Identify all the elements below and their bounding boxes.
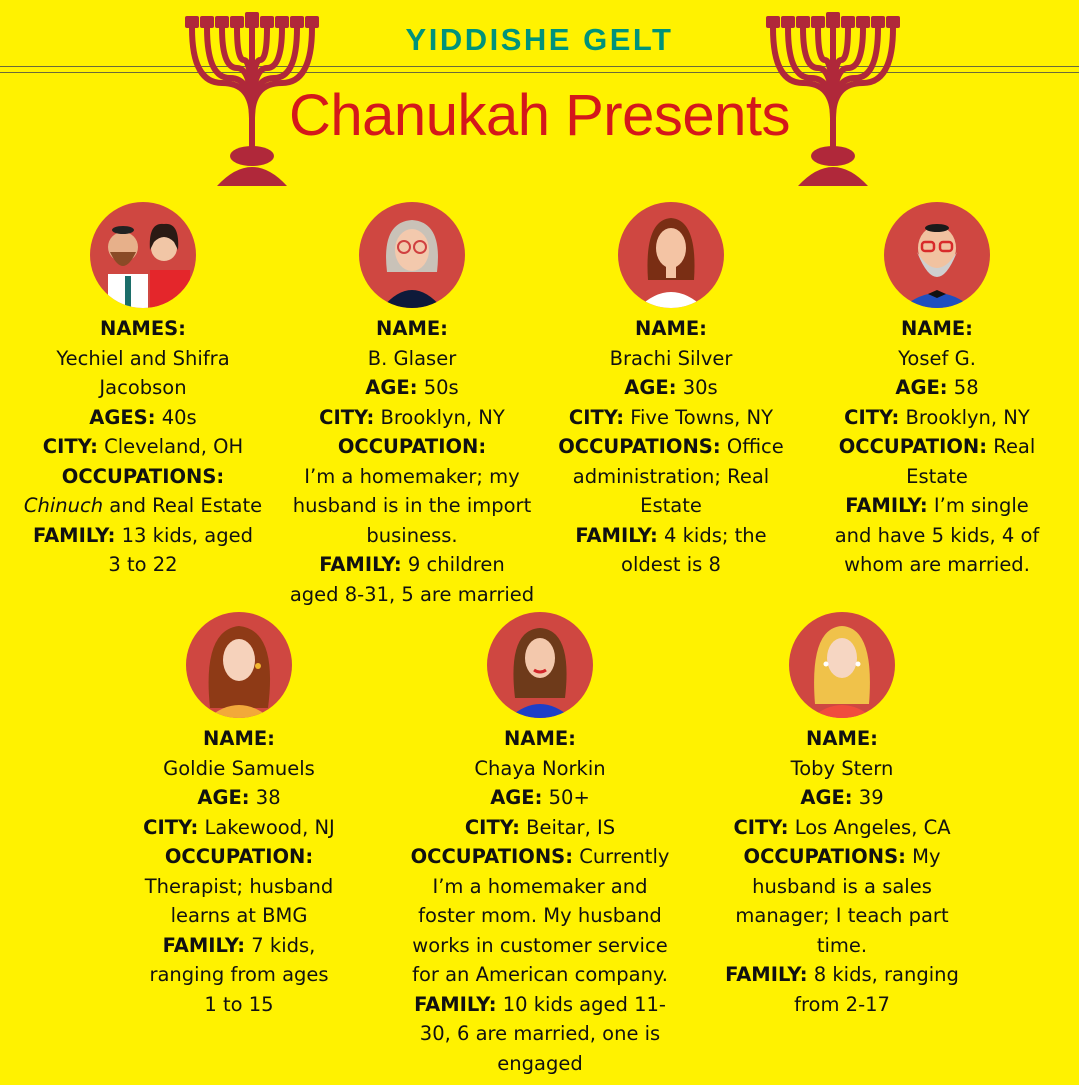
label-family: FAMILY: (575, 523, 658, 547)
label-family: FAMILY: (162, 933, 246, 957)
occupation-value-cont: for an American company. (412, 963, 668, 986)
person-name: B. Glaser (367, 346, 457, 370)
person-name: Yosef G. (898, 346, 976, 370)
header-rule-bottom (0, 72, 1079, 73)
city-value: Los Angeles, CA (794, 815, 951, 839)
label-family: FAMILY: (845, 494, 928, 517)
age-value: 39 (858, 786, 884, 809)
occupation-value: Real (993, 435, 1036, 458)
family-value-cont: oldest is 8 (621, 553, 721, 576)
family-value-cont: aged 8-31, 5 are married (289, 582, 535, 606)
family-value: 8 kids, ranging (813, 963, 959, 986)
occupation-value: and Real Estate (109, 494, 263, 517)
occupation-value-cont: foster mom. My husband (418, 904, 662, 927)
menorah-left-icon (172, 8, 332, 188)
family-value: 10 kids aged 11- (502, 992, 666, 1016)
age-value: 38 (255, 786, 281, 809)
age-value: 58 (953, 376, 979, 399)
city-value: Brooklyn, NY (380, 405, 505, 429)
label-family: FAMILY: (32, 523, 116, 547)
label-name: NAME: (806, 727, 878, 750)
age-value: 40s (161, 405, 197, 429)
label-name: NAME: (504, 727, 576, 750)
person-name: Yechiel and Shifra (56, 346, 230, 370)
family-value-cont: and have 5 kids, 4 of (834, 523, 1040, 547)
family-value-cont: engaged (497, 1051, 583, 1075)
occupation-value: Therapist; husband (144, 874, 334, 898)
occupation-value-cont: time. (816, 933, 868, 957)
age-value: 50+ (548, 786, 590, 809)
age-value: 30s (682, 376, 718, 399)
occupation-value-cont: learns at BMG (170, 904, 308, 927)
label-age: AGE: (800, 786, 853, 809)
family-value: 9 children (407, 553, 505, 576)
label-age: AGE: (895, 376, 948, 399)
family-value: 4 kids; the (664, 523, 767, 547)
person-name-cont: Jacobson (99, 376, 187, 399)
label-family: FAMILY: (414, 992, 497, 1016)
occupation-value-cont: Estate (906, 464, 968, 488)
family-value-cont: from 2-17 (794, 992, 890, 1016)
family-value: 7 kids, (251, 933, 316, 957)
label-name: NAME: (635, 317, 707, 340)
occupation-value-cont: business. (366, 523, 458, 547)
menorah-right-icon (753, 8, 913, 188)
profile-card (712, 612, 972, 1019)
label-family: FAMILY: (725, 963, 808, 986)
person-name: Goldie Samuels (163, 756, 315, 780)
family-value: I’m single (933, 494, 1029, 517)
family-value-cont: ranging from ages (149, 963, 329, 986)
profile-card (15, 202, 271, 580)
avatar (186, 612, 292, 718)
occupation-value-cont: works in customer service (412, 933, 668, 957)
occupation-value-cont: manager; I teach part (735, 904, 949, 927)
occupation-value-cont: I’m a homemaker and (432, 874, 648, 898)
profile-card (400, 612, 680, 1078)
person-name: Toby Stern (790, 756, 894, 780)
profile-card (119, 612, 359, 1019)
label-city: CITY: (143, 815, 199, 839)
city-value: Lakewood, NJ (204, 815, 335, 839)
occupation-value: Office (726, 435, 784, 458)
profile-card (817, 202, 1057, 580)
label-ages: AGES: (89, 405, 156, 429)
section-kicker: YIDDISHE GELT (405, 22, 674, 57)
label-age: AGE: (365, 376, 418, 399)
city-value: Beitar, IS (526, 815, 616, 839)
avatar (618, 202, 724, 308)
city-value: Five Towns, NY (630, 405, 774, 429)
label-name: NAME: (901, 317, 973, 340)
avatar (487, 612, 593, 718)
avatar (90, 202, 196, 308)
label-age: AGE: (197, 786, 250, 809)
family-value: 13 kids, aged (121, 523, 253, 547)
label-names: NAMES: (100, 317, 186, 340)
header-rule-top (0, 66, 1079, 67)
label-occupations: OCCUPATIONS: (410, 845, 573, 868)
occupation-value-cont: husband is a sales (752, 874, 932, 898)
person-name: Brachi Silver (609, 346, 733, 370)
label-city: CITY: (844, 405, 900, 429)
page-title: Chanukah Presents (289, 83, 790, 148)
label-occupations: OCCUPATIONS: (558, 435, 721, 458)
label-occupation: OCCUPATION: (838, 435, 988, 458)
family-value-cont: whom are married. (844, 553, 1030, 576)
label-family: FAMILY: (319, 553, 402, 576)
label-city: CITY: (733, 815, 789, 839)
label-age: AGE: (624, 376, 677, 399)
label-occupation: OCCUPATION: (337, 435, 487, 458)
occupation-value: Currently (579, 845, 670, 868)
label-city: CITY: (464, 815, 520, 839)
occupation-italic: Chinuch (23, 494, 104, 517)
family-value-cont: 30, 6 are married, one is (419, 1022, 661, 1045)
family-value-cont: 3 to 22 (108, 553, 178, 576)
label-name: NAME: (376, 317, 448, 340)
label-age: AGE: (490, 786, 543, 809)
label-occupations: OCCUPATIONS: (743, 845, 906, 868)
avatar (884, 202, 990, 308)
label-city: CITY: (319, 405, 375, 429)
age-value: 50s (423, 376, 459, 399)
family-value-cont: 1 to 15 (204, 992, 274, 1016)
occupation-value: I’m a homemaker; my (304, 464, 520, 488)
occupation-value-cont: husband is in the import (292, 494, 532, 517)
profile-card (546, 202, 796, 580)
occupation-value-cont: administration; Real (572, 464, 770, 488)
person-name: Chaya Norkin (474, 756, 606, 780)
avatar (789, 612, 895, 718)
label-occupation: OCCUPATION: (164, 845, 314, 868)
occupation-value: My (912, 845, 941, 868)
avatar (359, 202, 465, 308)
occupation-value-cont: Estate (640, 494, 702, 517)
label-occupations: OCCUPATIONS: (61, 464, 225, 488)
label-name: NAME: (203, 727, 275, 750)
label-city: CITY: (568, 405, 625, 429)
label-city: CITY: (42, 435, 98, 458)
profile-card (277, 202, 547, 609)
city-value: Brooklyn, NY (905, 405, 1030, 429)
city-value: Cleveland, OH (104, 435, 244, 458)
